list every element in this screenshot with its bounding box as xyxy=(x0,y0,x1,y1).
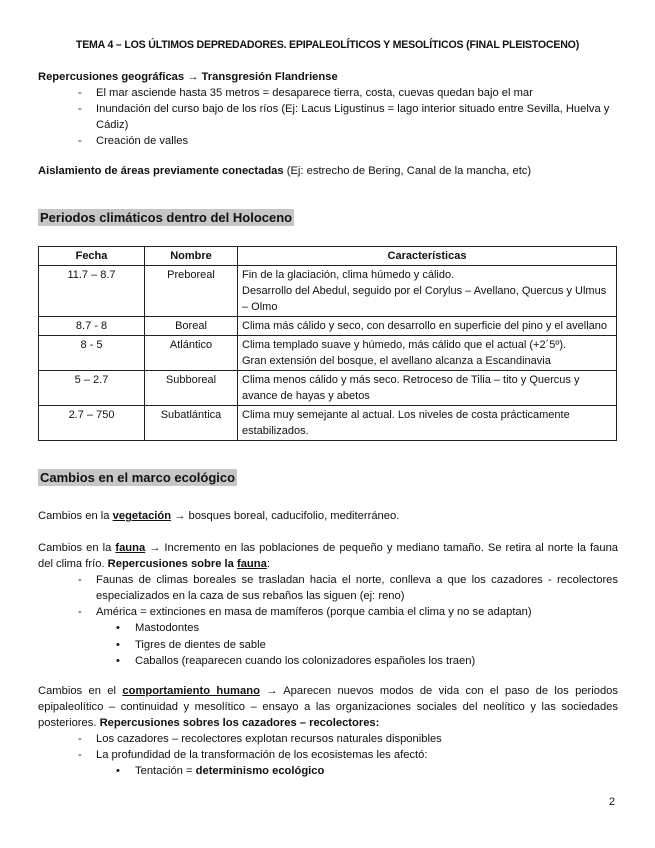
cell-caracteristicas xyxy=(238,266,617,317)
arrow-right-icon: → xyxy=(171,510,189,522)
table-row xyxy=(39,266,617,317)
cell-caracteristicas xyxy=(238,406,617,441)
page-title: TEMA 4 – LOS ÚLTIMOS DEPREDADORES. EPIPALEOLÍTICOS Y MESOLÍTICOS (FINAL PLEISTOCENO) xyxy=(75,39,580,51)
cambios-heading-wrap xyxy=(38,470,618,485)
list-item: - La profundidad de la transformación de los ecosistemas les afectó: xyxy=(38,747,618,763)
cell-fecha: 8 - 5 xyxy=(39,336,145,371)
cambios-heading: Cambios en el marco ecológico xyxy=(40,470,236,485)
cell-line: Clima más cálido y seco, con desarrollo en superficie del pino y el avellano xyxy=(242,320,608,332)
arrow-right-icon: → xyxy=(145,542,165,554)
page-number: 2 xyxy=(608,796,615,808)
humano-list xyxy=(38,731,618,763)
fauna-pre: Cambios en la xyxy=(38,542,116,554)
fauna-rep-end: : xyxy=(266,558,270,570)
cell-caracteristicas xyxy=(238,371,617,406)
list-item: - El mar asciende hasta 35 metros = desaparece tierra, costa, cuevas quedan bajo el mar xyxy=(38,85,618,101)
aislamiento-rest: (Ej: estrecho de Bering, Canal de la mancha, etc) xyxy=(283,165,532,177)
aislamiento-paragraph xyxy=(38,163,618,179)
humano-paragraph xyxy=(38,683,618,731)
cell-fecha: 11.7 – 8.7 xyxy=(39,266,145,317)
arrow-right-icon: → xyxy=(187,71,199,83)
cell-line: Gran extensión del bosque, el avellano alcanza a Escandinavia xyxy=(242,355,551,367)
cell-nombre: Preboreal xyxy=(145,266,238,317)
table-row xyxy=(39,336,617,371)
list-item: • Caballos (reaparecen cuando los colonizadores españoles los traen) xyxy=(38,653,618,670)
cell-line: Clima menos cálido y más seco. Retroceso de Tilia – tito y Quercus y avance de hayas y abetos xyxy=(242,374,580,402)
fauna-rep: Repercusiones sobre la xyxy=(107,558,237,570)
table-row xyxy=(39,371,617,406)
fauna-list xyxy=(38,572,618,620)
cell-nombre: Subboreal xyxy=(145,371,238,406)
col-header-fecha: Fecha xyxy=(39,247,145,266)
table-row xyxy=(39,317,617,336)
list-item: - Faunas de climas boreales se trasladan hacia el norte, conlleva a que los cazadores - recolectores especializados en la caza de sus rebaños las siguen (ej: reno) xyxy=(38,572,618,604)
geo-heading-label-2: Transgresión Flandriense xyxy=(201,71,338,83)
cell-line: Clima muy semejante al actual. Los niveles de costa prácticamente estabilizados. xyxy=(242,409,570,437)
fauna-sublist xyxy=(38,620,618,670)
veg-key: vegetación xyxy=(112,510,172,522)
geo-heading-label: Repercusiones geográficas xyxy=(38,71,185,83)
arrow-right-icon: → xyxy=(259,685,284,697)
list-item: • Tigres de dientes de sable xyxy=(38,637,618,654)
cell-fecha: 8.7 - 8 xyxy=(39,317,145,336)
list-item: - América = extinciones en masa de mamíferos (porque cambia el clima y no se adaptan) xyxy=(38,604,618,620)
cell-caracteristicas xyxy=(238,336,617,371)
list-item: - Los cazadores – recolectores explotan recursos naturales disponibles xyxy=(38,731,618,747)
fauna-rest: Incremento en las poblaciones de pequeño y mediano tamaño. Se retira al norte la fauna del clima frío. xyxy=(38,542,619,570)
cell-fecha: 5 – 2.7 xyxy=(39,371,145,406)
table-row xyxy=(39,406,617,441)
aislamiento-bold: Aislamiento de áreas previamente conectadas xyxy=(38,165,284,177)
veg-pre: Cambios en la xyxy=(38,510,113,522)
veg-rest: bosques boreal, caducifolio, mediterráneo. xyxy=(188,510,400,522)
list-item xyxy=(38,763,618,780)
list-item: - Creación de valles xyxy=(38,133,618,149)
periodos-heading-wrap xyxy=(38,210,618,225)
cell-line: Desarrollo del Abedul, seguido por el Corylus – Avellano, Quercus y Ulmus – Olmo xyxy=(242,285,607,313)
cell-caracteristicas xyxy=(238,317,617,336)
cell-nombre: Atlántico xyxy=(145,336,238,371)
table-header-row xyxy=(39,247,617,266)
fauna-key: fauna xyxy=(115,542,146,554)
cell-line: Fin de la glaciación, clima húmedo y cálido. xyxy=(242,269,455,281)
humano-sublist xyxy=(38,763,618,780)
cell-fecha: 2.7 – 750 xyxy=(39,406,145,441)
climate-table xyxy=(38,246,617,441)
fauna-paragraph xyxy=(38,540,618,572)
cell-nombre: Boreal xyxy=(145,317,238,336)
vegetacion-paragraph xyxy=(38,508,618,524)
cell-nombre: Subatlántica xyxy=(145,406,238,441)
fauna-section xyxy=(38,540,618,670)
col-header-nombre: Nombre xyxy=(145,247,238,266)
geo-list xyxy=(38,85,618,149)
humano-pre: Cambios en el xyxy=(38,685,123,697)
fauna-rep-key: fauna xyxy=(236,558,267,570)
col-header-caracteristicas: Características xyxy=(238,247,617,266)
geo-heading xyxy=(38,69,618,85)
list-item: • Mastodontes xyxy=(38,620,618,637)
cell-line: Clima templado suave y húmedo, más cálido que el actual (+2´5º). xyxy=(242,339,567,351)
humano-rep: Repercusiones sobres los cazadores – recolectores: xyxy=(99,717,380,729)
humano-section xyxy=(38,683,618,780)
geo-section xyxy=(38,69,618,149)
sub-key: determinismo ecológico xyxy=(195,765,325,777)
list-item: - Inundación del curso bajo de los ríos (Ej: Lacus Ligustinus = lago interior situado entre Sevilla, Huelva y Cádiz) xyxy=(38,101,618,133)
periodos-heading: Periodos climáticos dentro del Holoceno xyxy=(40,210,293,225)
humano-key: comportamiento humano xyxy=(122,685,260,697)
humano-rest: Aparecen nuevos modos de vida con el paso de los periodos epipaleolítico – continuidad y mesolítico – ensayo a las organizaciones sociales del neolítico y las sociedades posteriores. xyxy=(38,685,618,729)
sub-pre: Tentación = xyxy=(135,765,196,777)
